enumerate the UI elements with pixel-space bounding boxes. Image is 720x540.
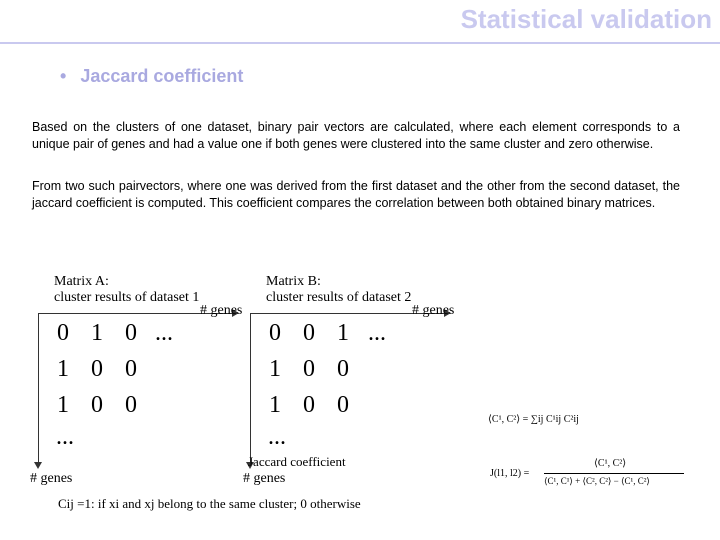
bullet-marker: • [60,66,67,86]
matrix-a-y-axis [38,313,39,463]
jaccard-lhs: J(l1, l2) = [490,468,530,479]
matrix-cell: 1 [337,320,349,346]
bullet-heading [60,66,243,87]
matrix-cell: 0 [57,320,69,346]
matrix-cell: 0 [125,392,137,418]
matrix-cell: 0 [303,356,315,382]
matrix-b-subtitle: cluster results of dataset 2 [266,290,412,305]
matrix-cell: 1 [269,392,281,418]
matrix-cell: 0 [125,320,137,346]
matrix-cell: 1 [57,356,69,382]
matrix-a-x-label: # genes [200,303,243,318]
jaccard-denominator: ⟨C¹, C¹⟩ + ⟨C², C²⟩ − ⟨C¹, C²⟩ [544,476,650,486]
jaccard-numerator: ⟨C¹, C²⟩ [594,458,627,469]
bullet-text: Jaccard coefficient [80,66,244,86]
fraction-bar [544,473,684,474]
matrix-b-x-label: # genes [412,303,455,318]
paragraph-1: Based on the clusters of one dataset, binary pair vectors are calculated, where each element corresponds to a unique pair of genes and had a value one if both genes were clustered into the same cluster and zero otherwise. [32,120,680,151]
matrix-ellipsis: ... [56,424,74,450]
title-underline [0,42,720,44]
matrix-cell: 0 [303,392,315,418]
cluster-definition: Cij =1: if xi and xj belong to the same cluster; 0 otherwise [58,496,361,511]
matrix-b-y-label: # genes [243,471,286,486]
matrix-ellipsis: ... [155,320,173,346]
slide-title: Statistical validation [460,4,712,34]
matrix-cell: 0 [337,356,349,382]
inner-product-formula: ⟨C¹, C²⟩ = ∑ij C¹ij C²ij [488,414,579,425]
matrix-a-y-arrow [34,462,42,469]
paragraph-2: From two such pairvectors, where one was derived from the first dataset and the other from the second dataset, the jaccard coefficient is computed. This coefficient compares the correlation between both obtained binary matrices. [32,179,680,210]
matrix-cell: 0 [337,392,349,418]
matrix-cell: 0 [303,320,315,346]
matrix-cell: 0 [91,356,103,382]
matrix-cell: 1 [269,356,281,382]
matrix-a-y-label: # genes [30,471,73,486]
matrix-cell: 0 [125,356,137,382]
matrix-b-title: Matrix B: [266,274,321,289]
matrix-cell: 1 [91,320,103,346]
matrix-a-subtitle: cluster results of dataset 1 [54,290,200,305]
matrix-cell: 0 [91,392,103,418]
matrix-ellipsis: ... [368,320,386,346]
figure-caption: Jaccard coefficient [248,454,346,469]
matrix-ellipsis: ... [268,424,286,450]
matrix-cell: 1 [57,392,69,418]
matrix-cell: 0 [269,320,281,346]
matrix-b-y-axis [250,313,251,463]
matrix-a-title: Matrix A: [54,274,109,289]
